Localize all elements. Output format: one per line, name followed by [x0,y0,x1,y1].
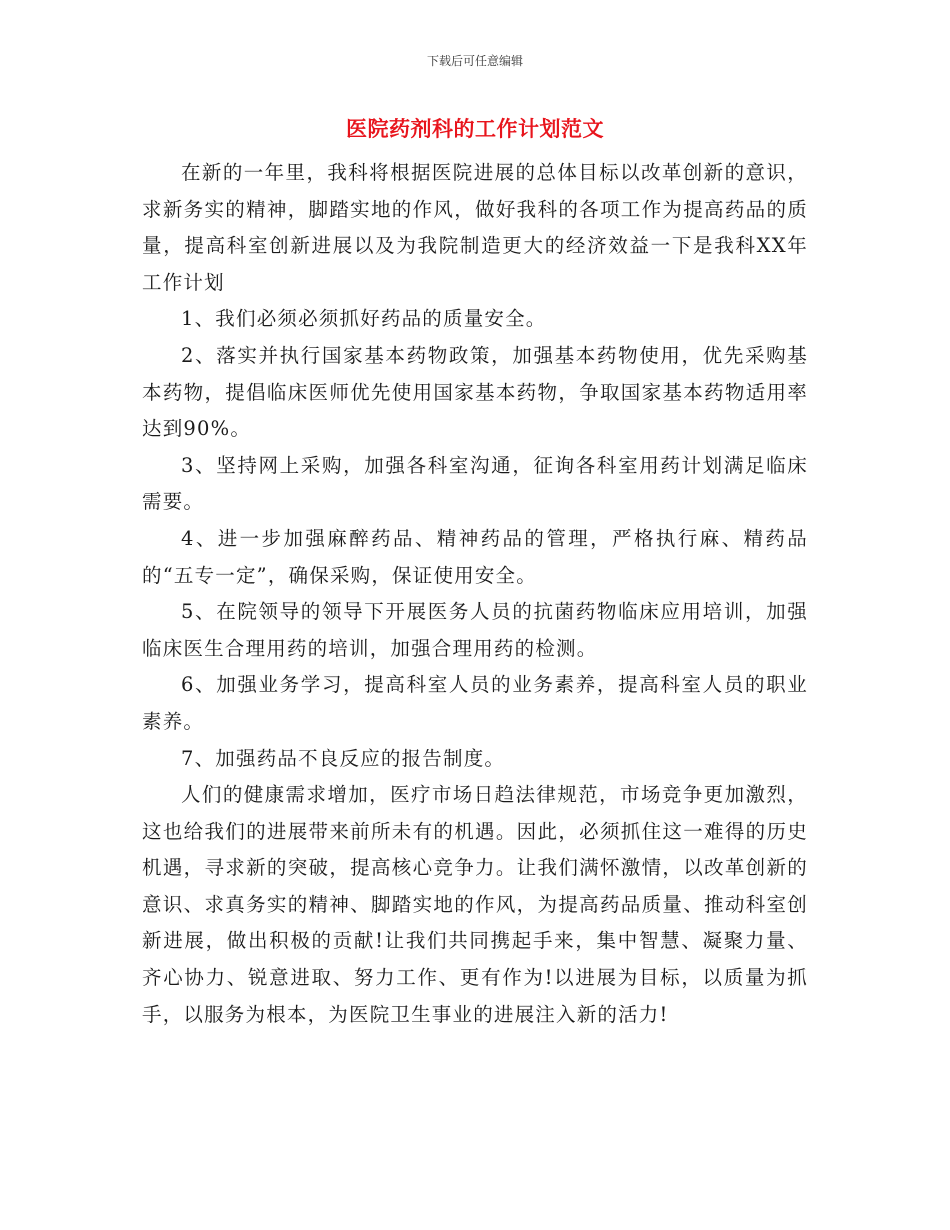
paragraph-conclusion: 人们的健康需求增加，医疗市场日趋法律规范，市场竞争更加激烈，这也给我们的进展带来前所未有的机遇。因此，必须抓住这一难得的历史机遇，寻求新的突破，提高核心竞争力。让我们满怀激情，以改革创新的意识、求真务实的精神、脚踏实地的作风，为提高药品质量、推动科室创新进展，做出积极的贡献!让我们共同携起手来，集中智慧、凝聚力量、齐心协力、锐意进取、努力工作、更有作为!以进展为目标，以质量为抓手，以服务为根本，为医院卫生事业的进展注入新的活力! [142,783,808,1026]
document-title: 医院药剂科的工作计划范文 [346,116,604,141]
paragraph-item-7: 7、加强药品不良反应的报告制度。 [181,746,506,770]
paragraph-item-2: 2、落实并执行国家基本药物政策，加强基本药物使用，优先采购基本药物，提倡临床医师优先使用国家基本药物，争取国家基本药物适用率达到90%。 [142,343,808,441]
paragraph-item-3: 3、坚持网上采购，加强各科室沟通，征询各科室用药计划满足临床需要。 [142,453,808,514]
paragraph-item-6: 6、加强业务学习，提高科室人员的业务素养，提高科室人员的职业素养。 [142,673,808,733]
paragraph-item-1: 1、我们必须必须抓好药品的质量安全。 [181,307,547,331]
paragraph-item-5: 5、在院领导的领导下开展医务人员的抗菌药物临床应用培训，加强临床医生合理用药的培训，加强合理用药的检测。 [142,600,808,660]
paragraph-item-4: 4、进一步加强麻醉药品、精神药品的管理，严格执行麻、精药品的“五专一定”，确保采购，保证使用安全。 [142,526,808,587]
page-header-note: 下载后可任意编辑 [426,54,523,68]
paragraph-intro: 在新的一年里，我科将根据医院进展的总体目标以改革创新的意识，求新务实的精神，脚踏实地的作风，做好我科的各项工作为提高药品的质量，提高科室创新进展以及为我院制造更大的经济效益一下是我科XX年工作计划 [142,161,808,294]
document-body [142,155,808,1033]
